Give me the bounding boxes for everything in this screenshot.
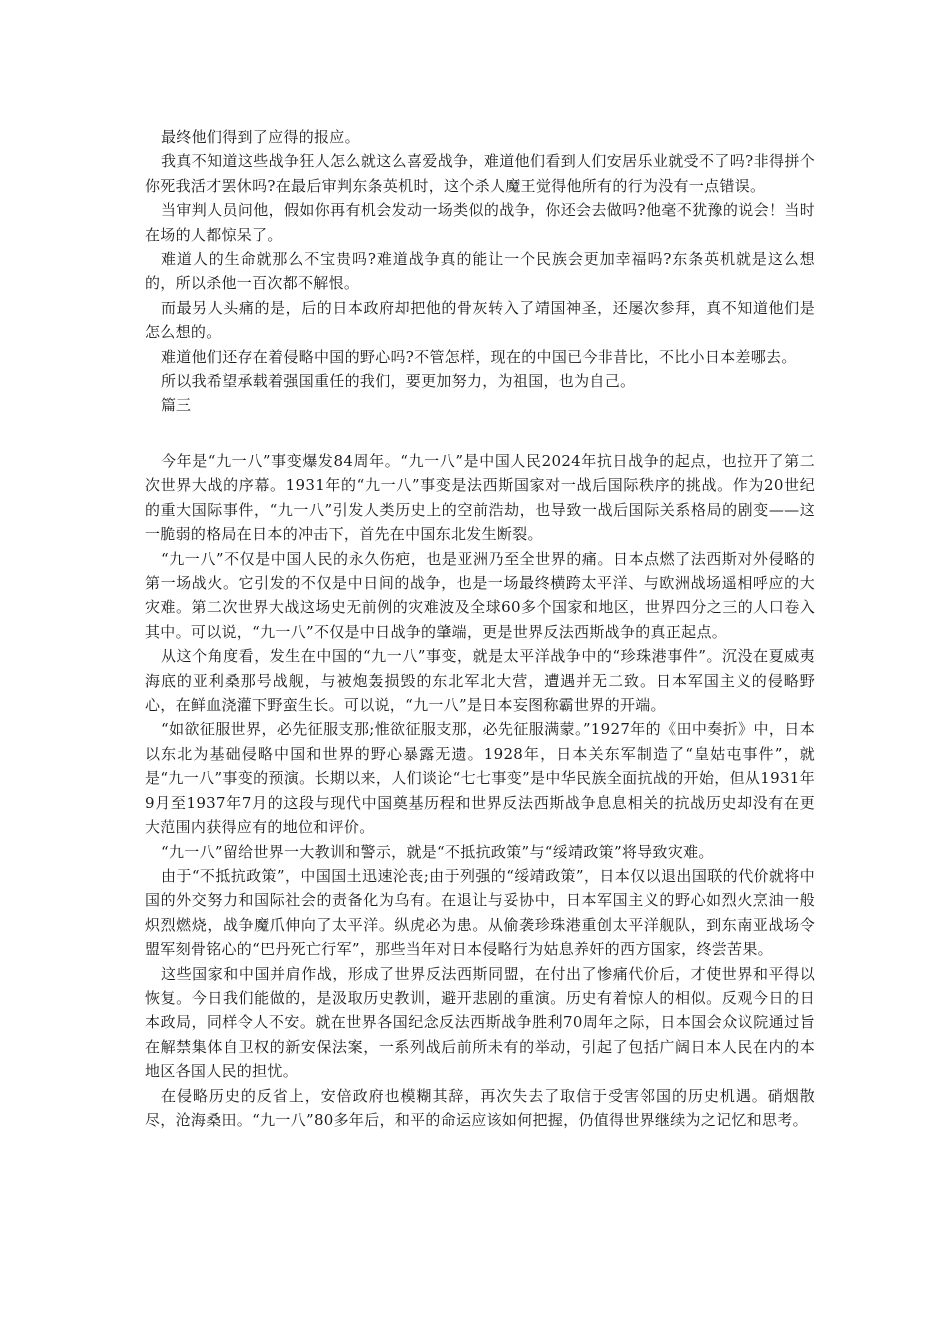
paragraph: 我真不知道这些战争狂人怎么就这么喜爱战争，难道他们看到人们安居乐业就受不了吗?非得拼个你死我活才罢休吗?在最后审判东条英机时，这个杀人魔王觉得他所有的行为没有一点错误。: [145, 152, 815, 195]
paragraph: 难道他们还存在着侵略中国的野心吗?不管怎样，现在的中国已今非昔比，不比小日本差哪去。: [161, 347, 797, 366]
paragraph: 难道人的生命就那么不宝贵吗?难道战争真的能让一个民族会更加幸福吗?东条英机就是这么想的，所以杀他一百次都不解恨。: [145, 250, 815, 293]
paragraph: “九一八”不仅是中国人民的永久伤疤，也是亚洲乃至全世界的痛。日本点燃了法西斯对外侵略的第一场战火。它引发的不仅是中日间的战争，也是一场最终横跨太平洋、与欧洲战场遥相呼应的大灾难。第二次世界大战这场史无前例的灾难波及全球60多个国家和地区，世界四分之三的人口卷入其中。可以说，“九一八”不仅是中日战争的肇端，更是世界反法西斯战争的真正起点。: [145, 549, 815, 641]
paragraph: 所以我希望承载着强国重任的我们，要更加努力，为祖国，也为自己。: [161, 372, 636, 391]
essay-part-two: [145, 449, 815, 1132]
paragraph: 由于“不抵抗政策”，中国国土迅速沦丧;由于列强的“绥靖政策”，日本仅以退出国联的代价就将中国的外交努力和国际社会的责备化为乌有。在退让与妥协中，日本军国主义的野心如烈火烹油一般炽烈燃烧，战争魔爪伸向了太平洋。纵虎必为患。从偷袭珍珠港重创太平洋舰队，到东南亚战场令盟军刻骨铭心的“巴丹死亡行军”，那些当年对日本侵略行为姑息养奸的西方国家，终尝苦果。: [145, 866, 815, 959]
paragraph: 从这个角度看，发生在中国的“九一八”事变，就是太平洋战争中的“珍珠港事件”。沉没在夏威夷海底的亚利桑那号战舰，与被炮轰损毁的东北军北大营，遭遇并无二致。日本军国主义的侵略野心，在鲜血浇灌下野蛮生长。可以说，“九一八”是日本妄图称霸世界的开端。: [145, 647, 815, 715]
paragraph: 今年是“九一八”事变爆发84周年。“九一八”是中国人民2024年抗日战争的起点，也拉开了第二次世界大战的序幕。1931年的“九一八”事变是法西斯国家对一战后国际秩序的挑战。作为20世纪的重大国际事件，“九一八”引发人类历史上的空前浩劫，也导致一战后国际关系格局的剧变——这一脆弱的格局在日本的冲击下，首先在中国东北发生断裂。: [145, 452, 815, 544]
paragraph: 而最另人头痛的是，后的日本政府却把他的骨灰转入了靖国神圣，还屡次参拜，真不知道他们是怎么想的。: [145, 298, 815, 342]
essay-part-one: [145, 125, 815, 418]
section-heading: 篇三: [161, 396, 192, 415]
paragraph: “如欲征服世界，必先征服支那;惟欲征服支那，必先征服满蒙。”1927年的《田中奏折》中，日本以东北为基础侵略中国和世界的野心暴露无遗。1928年，日本关东军制造了“皇姑屯事件”，就是“九一八”事变的预演。长期以来，人们谈论“七七事变”是中华民族全面抗战的开始，但从1931年9月至1937年7月的这段与现代中国奠基历程和世界反法西斯战争息息相关的抗战历史却没有在更大范围内获得应有的地位和评价。: [145, 720, 815, 837]
paragraph: 当审判人员问他，假如你再有机会发动一场类似的战争，你还会去做吗?他毫不犹豫的说会！当时在场的人都惊呆了。: [145, 201, 815, 244]
paragraph: 在侵略历史的反省上，安倍政府也模糊其辞，再次失去了取信于受害邻国的历史机遇。硝烟散尽，沧海桑田。“九一八”80多年后，和平的命运应该如何把握，仍值得世界继续为之记忆和思考。: [145, 1086, 815, 1129]
paragraph: 最终他们得到了应得的报应。: [161, 128, 360, 146]
paragraph: 这些国家和中国并肩作战，形成了世界反法西斯同盟，在付出了惨痛代价后，才使世界和平得以恢复。今日我们能做的，是汲取历史教训，避开悲剧的重演。历史有着惊人的相似。反观今日的日本政局，同样令人不安。就在世界各国纪念反法西斯战争胜利70周年之际，日本国会众议院通过旨在解禁集体自卫权的新安保法案，一系列战后前所未有的举动，引起了包括广阔日本人民在内的本地区各国人民的担忧。: [145, 964, 815, 1081]
paragraph: “九一八”留给世界一大教训和警示，就是“不抵抗政策”与“绥靖政策”将导致灾难。: [161, 842, 714, 861]
